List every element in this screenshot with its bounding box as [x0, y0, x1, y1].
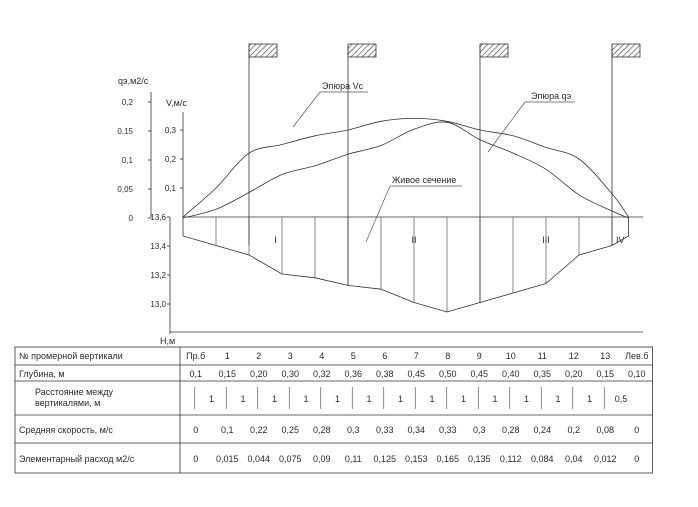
table-cell: 0,09 — [312, 454, 331, 464]
table-cell: 0,38 — [375, 369, 394, 379]
table-cell: 0,04 — [564, 454, 583, 464]
table-cell: 0,25 — [281, 425, 300, 435]
table-row-label: Расстояние между — [35, 387, 113, 397]
table-header-cell: 4 — [319, 351, 325, 361]
table-cell: 0,135 — [467, 454, 491, 464]
table-header-cell: 6 — [382, 351, 388, 361]
table-header-cell: 12 — [568, 351, 579, 361]
hydrometric-vertical — [612, 44, 640, 246]
table-cell: 0,50 — [438, 369, 457, 379]
table-cell: 0,15 — [218, 369, 237, 379]
table-cell: 0,28 — [312, 425, 331, 435]
tick-label: 13,2 — [150, 271, 166, 280]
q-axis-label: qэ,м2/с — [118, 76, 149, 86]
table-cell: 0,28 — [501, 425, 520, 435]
table-cell: 1 — [555, 394, 561, 404]
tick-label: 13,4 — [150, 242, 166, 251]
section-label: I — [274, 235, 277, 245]
tick-label: 0 — [128, 214, 133, 223]
table-header-cell: 8 — [445, 351, 451, 361]
tick-label: 0,1 — [121, 156, 133, 165]
tick-label: 0,2 — [121, 98, 133, 107]
table-cell: 0,165 — [436, 454, 460, 464]
table-cell: 0,3 — [346, 425, 360, 435]
tick-label: 0,1 — [164, 184, 176, 193]
table-cell: 1 — [366, 394, 372, 404]
table-cell: 0 — [634, 425, 640, 435]
section-lines — [216, 217, 612, 312]
tick-label: 0,3 — [164, 126, 176, 135]
table-cell: 0,5 — [614, 394, 628, 404]
q-axis — [117, 76, 151, 223]
table-cell: 0 — [193, 454, 199, 464]
table-cell: 0,2 — [567, 425, 581, 435]
table-cell: 0,084 — [530, 454, 554, 464]
table-cell: 0,012 — [593, 454, 617, 464]
table-cell: 0,33 — [438, 425, 457, 435]
table-header-label: № промерной вертикали — [19, 351, 123, 361]
table-cell: 1 — [397, 394, 404, 404]
table-row-label: вертикалями, м — [35, 398, 101, 408]
table-cell: 1 — [429, 394, 435, 404]
measurement-table — [15, 347, 653, 473]
tick-label: 13,6 — [150, 213, 166, 222]
table-cell: 1 — [303, 394, 309, 404]
table-cell: 0,20 — [249, 369, 268, 379]
section-label: II — [411, 235, 417, 245]
svg-text:Эпюра qэ: Эпюра qэ — [531, 91, 572, 101]
tick-label: 13,0 — [150, 300, 166, 309]
table-cell: 0,015 — [215, 454, 239, 464]
tick-label: 0,05 — [117, 185, 133, 194]
tick-label: 0,2 — [164, 155, 176, 164]
discharge-annotation — [488, 91, 575, 152]
table-cell: 0,40 — [501, 369, 520, 379]
table-header-cell: Лев.б — [625, 351, 649, 361]
table-header-cell: Пр.б — [186, 351, 206, 361]
table-cell: 0,35 — [533, 369, 552, 379]
table-cell: 1 — [240, 394, 246, 404]
section-label: IV — [615, 235, 625, 245]
table-row-label: Средняя скорость, м/с — [19, 425, 113, 435]
q-axis-ticks — [117, 98, 151, 223]
table-cell: 0,08 — [596, 425, 615, 435]
table-cell: 0,20 — [564, 369, 583, 379]
table-cell: 0,36 — [344, 369, 363, 379]
v-axis-ticks — [165, 126, 183, 193]
tick-label: 0,15 — [117, 127, 133, 136]
table-header-cell: 1 — [224, 351, 230, 361]
h-axis — [150, 213, 175, 346]
cross-section-bed — [183, 217, 629, 312]
table-header-cell: 7 — [413, 351, 419, 361]
svg-text:Живое сечение: Живое сечение — [392, 175, 457, 185]
table-cell: 1 — [271, 394, 278, 404]
h-axis-ticks — [150, 213, 170, 309]
table-cell: 1 — [334, 394, 341, 404]
table-cell: 0,34 — [407, 425, 426, 435]
table-cell: 0,044 — [247, 454, 271, 464]
section-label: III — [542, 235, 550, 245]
hydrometric-vertical — [249, 44, 277, 246]
svg-text:Эпюра Vc: Эпюра Vc — [322, 81, 364, 91]
table-cell: 0,45 — [470, 369, 489, 379]
table-cell: 0,45 — [407, 369, 426, 379]
table-cell: 0,112 — [499, 454, 522, 464]
table-cell: 1 — [460, 394, 467, 404]
table-cell: 1 — [586, 394, 593, 404]
hydrometric-verticals — [249, 44, 640, 303]
table-cell: 1 — [523, 394, 530, 404]
table-cell: 0 — [634, 454, 640, 464]
table-cell: 0,125 — [373, 454, 397, 464]
v-axis — [165, 98, 187, 217]
table-cell: 0,3 — [472, 425, 486, 435]
table-cell: 0,153 — [404, 454, 428, 464]
h-axis-label: Н,м — [160, 336, 176, 346]
table-cell: 0,075 — [278, 454, 302, 464]
table-header-cell: 5 — [350, 351, 356, 361]
discharge-curve — [183, 122, 629, 218]
table-row-label: Элементарный расход м2/с — [19, 454, 135, 464]
table-header-cell: 10 — [505, 351, 516, 361]
table-header-cell: 2 — [256, 351, 262, 361]
table-cell: 0,32 — [312, 369, 331, 379]
velocity-annotation — [293, 81, 368, 127]
table-cell: 0,11 — [344, 454, 362, 464]
hydrometric-vertical — [480, 44, 508, 303]
table-header-cell: 11 — [537, 351, 547, 361]
table-row-label: Глубина, м — [19, 369, 65, 379]
table-cell: 0,24 — [533, 425, 552, 435]
table-cell: 0,1 — [189, 369, 203, 379]
table-header-cell: 13 — [600, 351, 611, 361]
table-cell: 0,33 — [375, 425, 394, 435]
table-cell: 0,10 — [627, 369, 646, 379]
table-cell: 0,15 — [596, 369, 615, 379]
table-cell: 0,30 — [281, 369, 300, 379]
section-labels — [274, 235, 624, 245]
table-header-cell: 9 — [476, 351, 482, 361]
table-cell: 1 — [208, 394, 215, 404]
v-axis-label: V,м/с — [166, 98, 187, 108]
table-cell: 1 — [492, 394, 498, 404]
table-header-cell: 3 — [287, 351, 293, 361]
table-cell: 0,22 — [249, 425, 268, 435]
table-cell: 0,1 — [220, 425, 234, 435]
table-cell: 0 — [193, 425, 199, 435]
